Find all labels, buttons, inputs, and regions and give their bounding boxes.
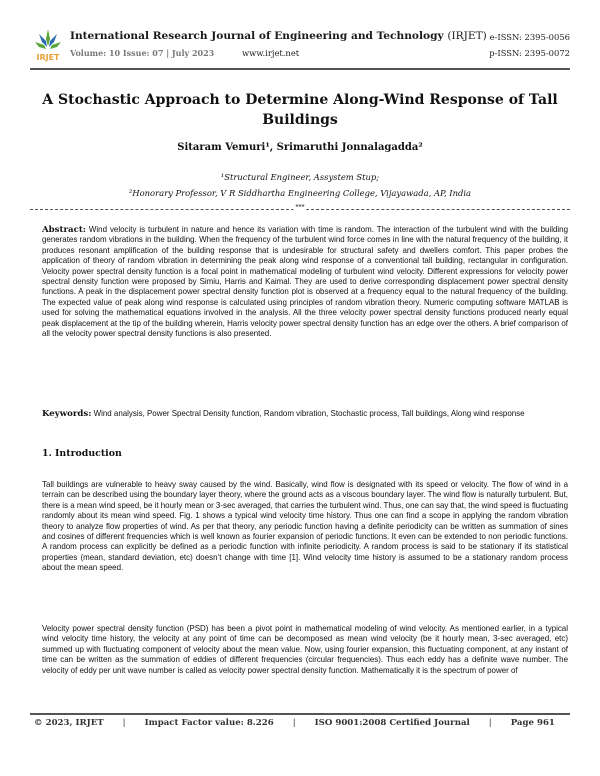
footer-impact-factor: Impact Factor value: 8.226 xyxy=(144,718,274,728)
footer-copyright: © 2023, IRJET xyxy=(34,718,104,728)
intro-paragraph-2: Velocity power spectral density function (PSD) has been a pivot point in mathematical modeling of wind velocity. As mentioned earlier, in a typical wind velocity time history, the velocity at any point of time can be decomposed as mean wind velocity (be it hourly mean, 3-sec averaged, etc) summed up with fluctuating component of velocity about the mean value. Now, using fourier expansion, this fluctuating component, at any instant of time can be written as the summation of eddies of different frequencies (circular frequencies). Thus each eddy has a definite wave number. The velocity of eddy per unit wave number is called as velocity power spectral density function. Mathematically it is the spectrum of power of xyxy=(42,624,568,675)
header-divider xyxy=(30,68,570,70)
abstract xyxy=(42,225,568,339)
section-separator xyxy=(30,204,570,214)
journal-abbr: (IRJET) xyxy=(447,30,487,42)
volume-issue: Volume: 10 Issue: 07 | July 2023 xyxy=(70,48,215,58)
keywords-label: Keywords: xyxy=(42,409,92,419)
section-heading-introduction: 1. Introduction xyxy=(42,448,122,459)
separator-stars: *** xyxy=(295,203,305,212)
journal-url[interactable]: www.irjet.net xyxy=(242,48,300,58)
journal-header xyxy=(30,26,570,66)
paper-title: A Stochastic Approach to Determine Along-Wind Response of Tall Buildings xyxy=(42,92,558,128)
affiliation-1: ¹Structural Engineer, Assystem Stup; xyxy=(220,172,380,182)
footer-divider xyxy=(30,713,570,715)
paper-authors: Sitaram Vemuri¹, Srimaruthi Jonnalagadda² xyxy=(177,142,423,153)
footer-separator: | xyxy=(292,718,296,728)
footer-iso: ISO 9001:2008 Certified Journal xyxy=(314,718,470,728)
irjet-logo-icon xyxy=(34,26,62,64)
footer-page-number: Page 961 xyxy=(510,718,555,728)
intro-paragraph-1: Tall buildings are vulnerable to heavy sway caused by the wind. Basically, wind flow is designated with its speed or velocity. The flow of wind in a terrain can be described using the boundary layer theory, where the ground acts as a viscous boundary layer. The wind flow is naturally turbulent. But, there is a mean wind speed, be it hourly mean or 3-sec averaged, that carries the turbulent wind. Thus, one can say that, the wind speed is fluctuating randomly about its mean wind speed. Fig. 1 shows a typical wind velocity time history. Thus one can find a scope in applying the random vibration theory to analyze flow properties of wind. As per that theory, any periodic function having a definite periodicity can be written as summation of sines and cosines of different frequencies which is well known as fourier expansion of periodic functions. It even can be extended to non periodic functions. A random process can explicitly be defined as a periodic function with infinite periodicity. A random process is said to be stationary if its statistical properties (mean, standard deviation, etc) doesn’t change with time [1]. Wind velocity time history is assumed to be a stationary random process about the mean speed. xyxy=(42,480,568,573)
page-footer xyxy=(34,718,555,728)
abstract-label: Abstract: xyxy=(42,225,86,235)
journal-name-text: International Research Journal of Engineering and Technology xyxy=(70,30,444,42)
e-issn: e-ISSN: 2395-0056 xyxy=(489,32,570,42)
footer-separator: | xyxy=(122,718,126,728)
p-issn: p-ISSN: 2395-0072 xyxy=(489,48,570,58)
svg-text:IRJET: IRJET xyxy=(36,53,60,62)
abstract-text: Wind velocity is turbulent in nature and hence its variation with time is random. The interaction of the turbulent wind with the building generates random vibrations in the building. When the frequency of the turbulent wind force comes in line with the natural frequency of the building, it produces resonant amplification of the building response that is undesirable for structural safety and dwellers comfort. This paper probes the application of theory of random vibration in determining the peak along wind response of a conventional tall building, rectangular in configuration. Velocity power spectral density function is a focal point in mathematical modeling of turbulent wind velocity. Different expressions for velocity power spectral density function were proposed by Simiu, Harris and Kaimal. They are used to derive corresponding displacement power spectral density functions. A peak in the displacement power spectral density function plot is observed at a frequency equal to the natural frequency of the building. The expected value of peak along wind response is calculated using principles of random vibration theory. Numeric computing software MATLAB is used for solving the mathematical equations involved in the analysis. All the three velocity power spectral density functions produced nearly equal peak displacement at the tip of the building wherein, Harris velocity power spectral density function has an edge over the others. A brief comparison of all the velocity power spectral density functions is also presented. xyxy=(42,225,568,339)
keywords-text: Wind analysis, Power Spectral Density function, Random vibration, Stochastic process, Tall buildings, Along wind response xyxy=(93,409,525,418)
affiliation-2: ²Honorary Professor, V R Siddhartha Engineering College, Vijayawada, AP, India xyxy=(128,188,472,198)
keywords xyxy=(42,409,568,419)
journal-name xyxy=(70,30,487,42)
footer-separator: | xyxy=(488,718,492,728)
